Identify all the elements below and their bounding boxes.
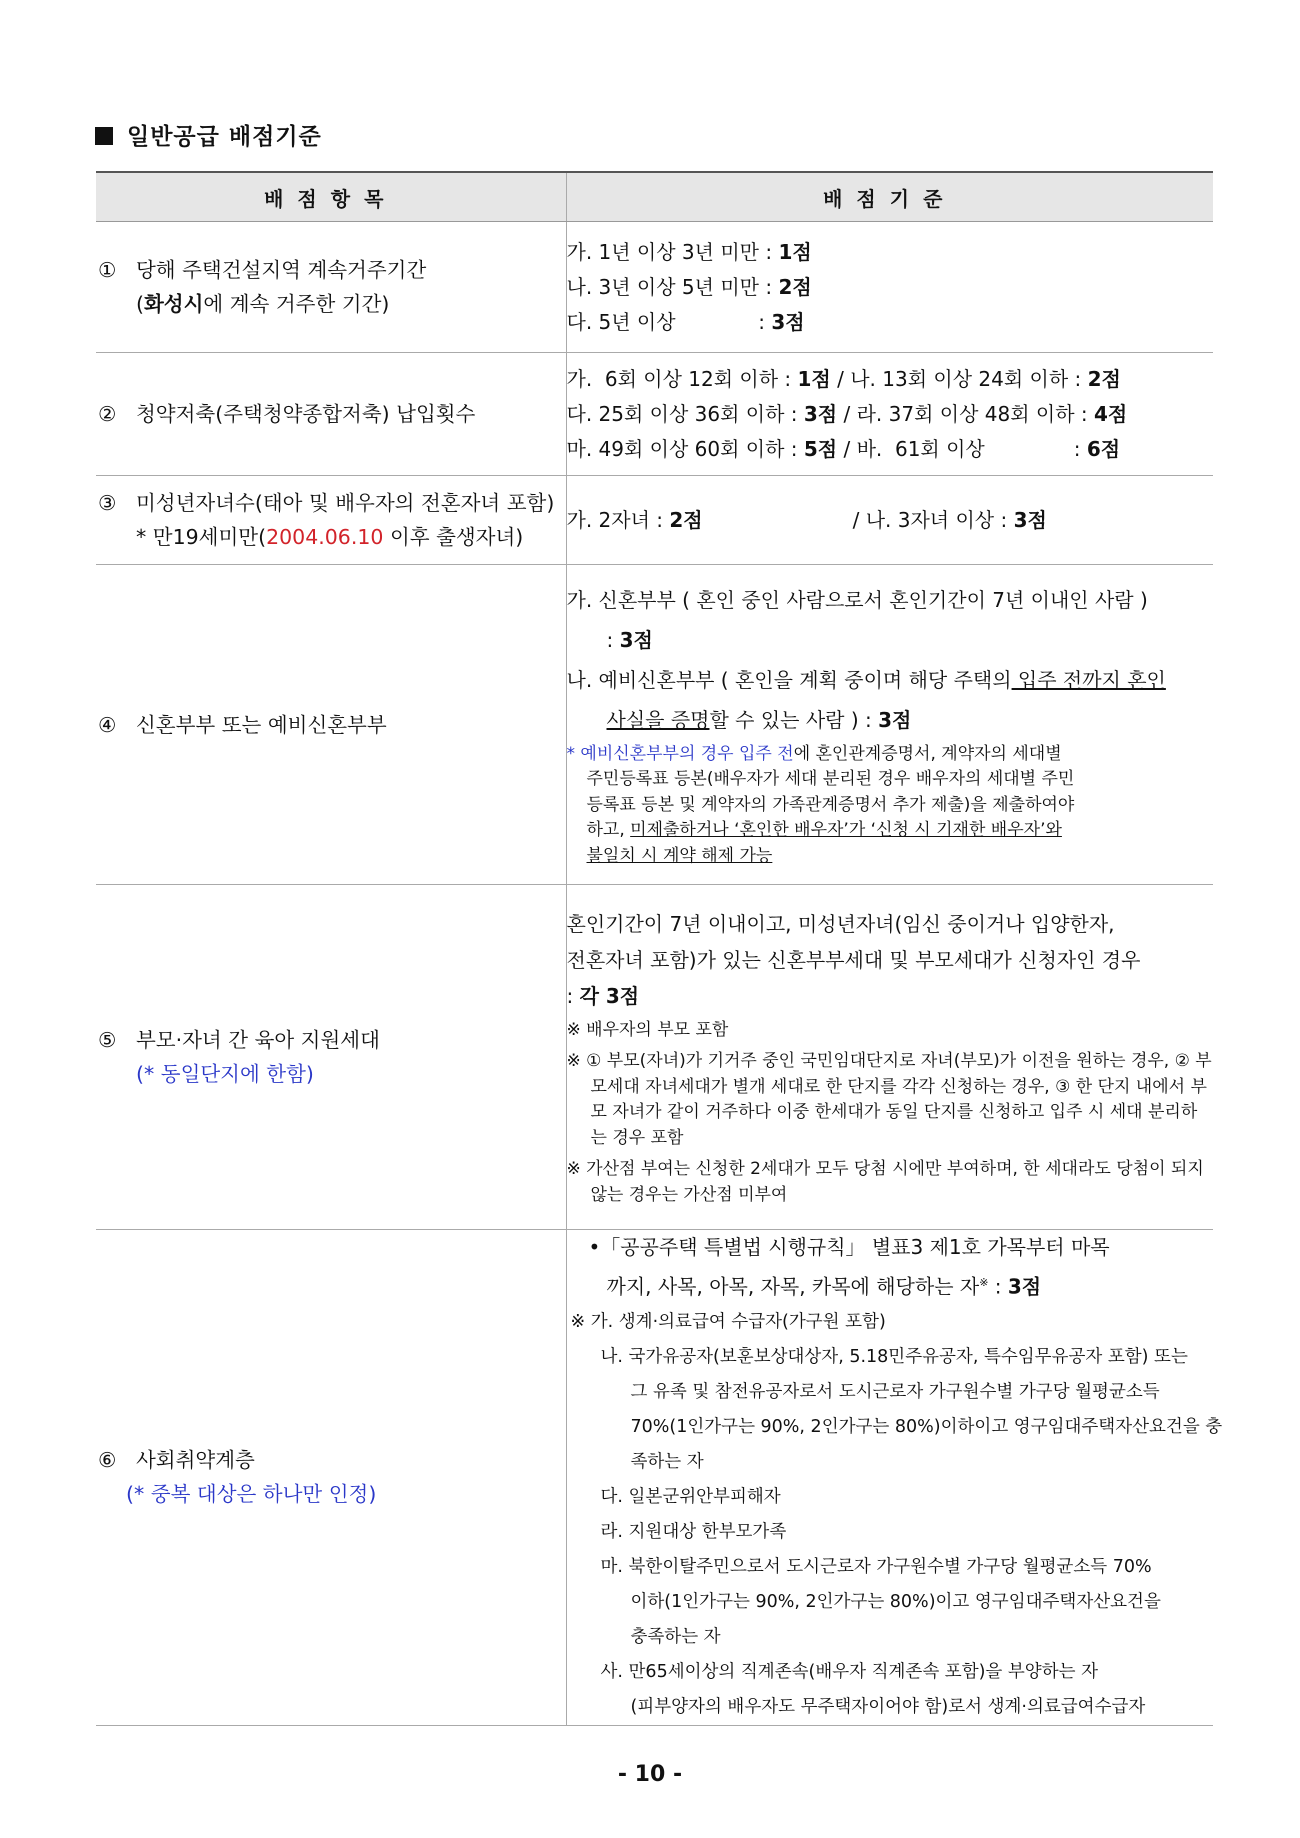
criteria-line: 다. 5년 이상 : 3점 [566,309,805,334]
item-cell-1 [96,222,566,353]
item-number: ④ [98,712,117,737]
list-item: 그 유족 및 참전유공자로서 도시근로자 가구원수별 가구당 월평균소득 [630,1381,1160,1402]
table-row-childcare [96,885,1213,1230]
criteria-line: 다. 25회 이상 36회 이하 : 3점 / 라. 37회 이상 48회 이하 : 4점 [566,401,1128,426]
list-item: 사. 만65세이상의 직계존속(배우자 직계존속 포함)을 부양하는 자 [600,1661,1098,1682]
table-row-savings [96,353,1213,476]
criteria-line: : 3점 [606,627,653,652]
item-number: ③ [98,491,117,515]
item-sub: * 만19세미만(2004.06.10 이후 출생자녀) [136,525,524,549]
score-table [96,171,1223,1726]
criteria-note: ※ 가산점 부여는 신청한 2세대가 모두 당첨 시에만 부여하며, 한 세대라도 당첨이 되지 않는 경우는 가산점 미부여 [566,1159,1204,1205]
criteria-line: 가. 1년 이상 3년 미만 : 1점 [566,239,812,264]
page-number: - 10 - [617,1762,683,1787]
item-number: ② [98,402,117,426]
item-cell-2 [96,353,566,476]
criteria-cell-6 [566,1230,1223,1726]
criteria-line: 나. 예비신혼부부 ( 혼인을 계획 중이며 해당 주택의 입주 전까지 혼인 [566,667,1166,692]
criteria-line: 전혼자녀 포함)가 있는 신혼부부세대 및 부모세대가 신청자인 경우 [566,948,1141,972]
item-cell-3 [96,476,566,565]
item-cell-5 [96,885,566,1230]
table-row-newlywed [96,565,1213,885]
list-item: 충족하는 자 [630,1626,721,1647]
criteria-line: 가. 6회 이상 12회 이하 : 1점 / 나. 13회 이상 24회 이하 : 2점 [566,366,1121,391]
table-header-row [96,172,1213,222]
table-row-vulnerable [96,1230,1213,1726]
item-label: 청약저축(주택청약종합저축) 납입횟수 [136,402,476,426]
header-item: 배점항목 [96,172,566,222]
criteria-line: •「공공주택 특별법 시행규칙」 별표3 제1호 가목부터 마목 [588,1235,1110,1259]
criteria-line: 혼인기간이 7년 이내이고, 미성년자녀(임신 중이거나 입양한자, [566,912,1115,936]
criteria-note: * 예비신혼부부의 경우 입주 전에 혼인관계증명서, 계약자의 세대별 주민등록표 등본(배우자가 세대 분리된 경우 배우자의 세대별 주민 등록표 등본 및 계약자의 가족관계증명서 추가 제출)을 제출하여야 하고, 미제출하거나 ‘혼인한 배우자’가 ‘신청 시 기재한 배우자’와 불일치 시 계약 해제 가능 [566,743,1075,866]
item-number: ⑤ [98,1028,117,1052]
item-label: 미성년자녀수(태아 및 배우자의 전혼자녀 포함) [136,491,555,515]
item-sub: (화성시에 계속 거주한 기간) [136,292,390,316]
item-label: 신혼부부 또는 예비신혼부부 [136,712,387,737]
criteria-line: 가. 신혼부부 ( 혼인 중인 사람으로서 혼인기간이 7년 이내인 사람 ) [566,587,1148,612]
item-sub: (* 중복 대상은 하나만 인정) [126,1482,377,1507]
item-sub: (* 동일단지에 한함) [136,1062,314,1086]
list-item: 나. 국가유공자(보훈보상대상자, 5.18민주유공자, 특수임무유공자 포함) 또는 [600,1346,1188,1367]
criteria-cell-5 [566,885,1213,1230]
list-item: 이하(1인가구는 90%, 2인가구는 80%)이고 영구임대주택자산요건을 [630,1591,1161,1612]
table-row-children [96,476,1213,565]
criteria-note: ※ ① 부모(자녀)가 기거주 중인 국민임대단지로 자녀(부모)가 이전을 원하는 경우, ② 부모세대 자녀세대가 별개 세대로 한 단지를 각각 신청하는 경우, ③ 한 단지 내에서 부모 자녀가 같이 거주하다 이중 한세대가 동일 단지를 신청하고 입주 시 세대 분리하는 경우 포함 [566,1051,1212,1148]
section-title-text: 일반공급 배점기준 [127,124,322,150]
criteria-line: 마. 49회 이상 60회 이하 : 5점 / 바. 61회 이상 : 6점 [566,436,1121,461]
square-bullet-icon [95,127,113,145]
list-item: ※ 가. 생계·의료급여 수급자(가구원 포함) [570,1311,886,1332]
list-item: 족하는 자 [630,1451,704,1472]
table-row-residence [96,222,1213,353]
item-label: 사회취약계층 [136,1448,255,1473]
criteria-line: 가. 2자녀 : 2점 / 나. 3자녀 이상 : 3점 [566,507,1047,532]
item-cell-4 [96,565,566,885]
criteria-cell-2 [566,353,1213,476]
criteria-line: 나. 3년 이상 5년 미만 : 2점 [566,274,812,299]
criteria-cell-4 [566,565,1213,885]
item-number: ① [98,258,117,282]
list-item: 마. 북한이탈주민으로서 도시근로자 가구원수별 가구당 월평균소득 70% [600,1556,1152,1577]
item-cell-6 [96,1230,566,1726]
criteria-note: ※ 배우자의 부모 포함 [566,1020,729,1040]
item-number: ⑥ [98,1448,117,1473]
criteria-cell-3 [566,476,1213,565]
list-item: 라. 지원대상 한부모가족 [600,1521,787,1542]
criteria-line: 까지, 사목, 아목, 자목, 카목에 해당하는 자※ : 3점 [606,1274,1042,1299]
item-label: 당해 주택건설지역 계속거주기간 [136,258,427,282]
list-item: (피부양자의 배우자도 무주택자이어야 함)로서 생계·의료급여수급자 [630,1696,1146,1717]
item-label: 부모·자녀 간 육아 지원세대 [136,1028,380,1052]
section-title [95,118,322,151]
list-item: 다. 일본군위안부피해자 [600,1486,781,1507]
criteria-line: 사실을 증명할 수 있는 사람 ) : 3점 [606,707,912,732]
list-item: 70%(1인가구는 90%, 2인가구는 80%)이하이고 영구임대주택자산요건을 충 [630,1416,1223,1437]
criteria-line: : 각 3점 [566,984,640,1008]
header-criteria: 배점기준 [566,172,1213,222]
criteria-cell-1 [566,222,1213,353]
